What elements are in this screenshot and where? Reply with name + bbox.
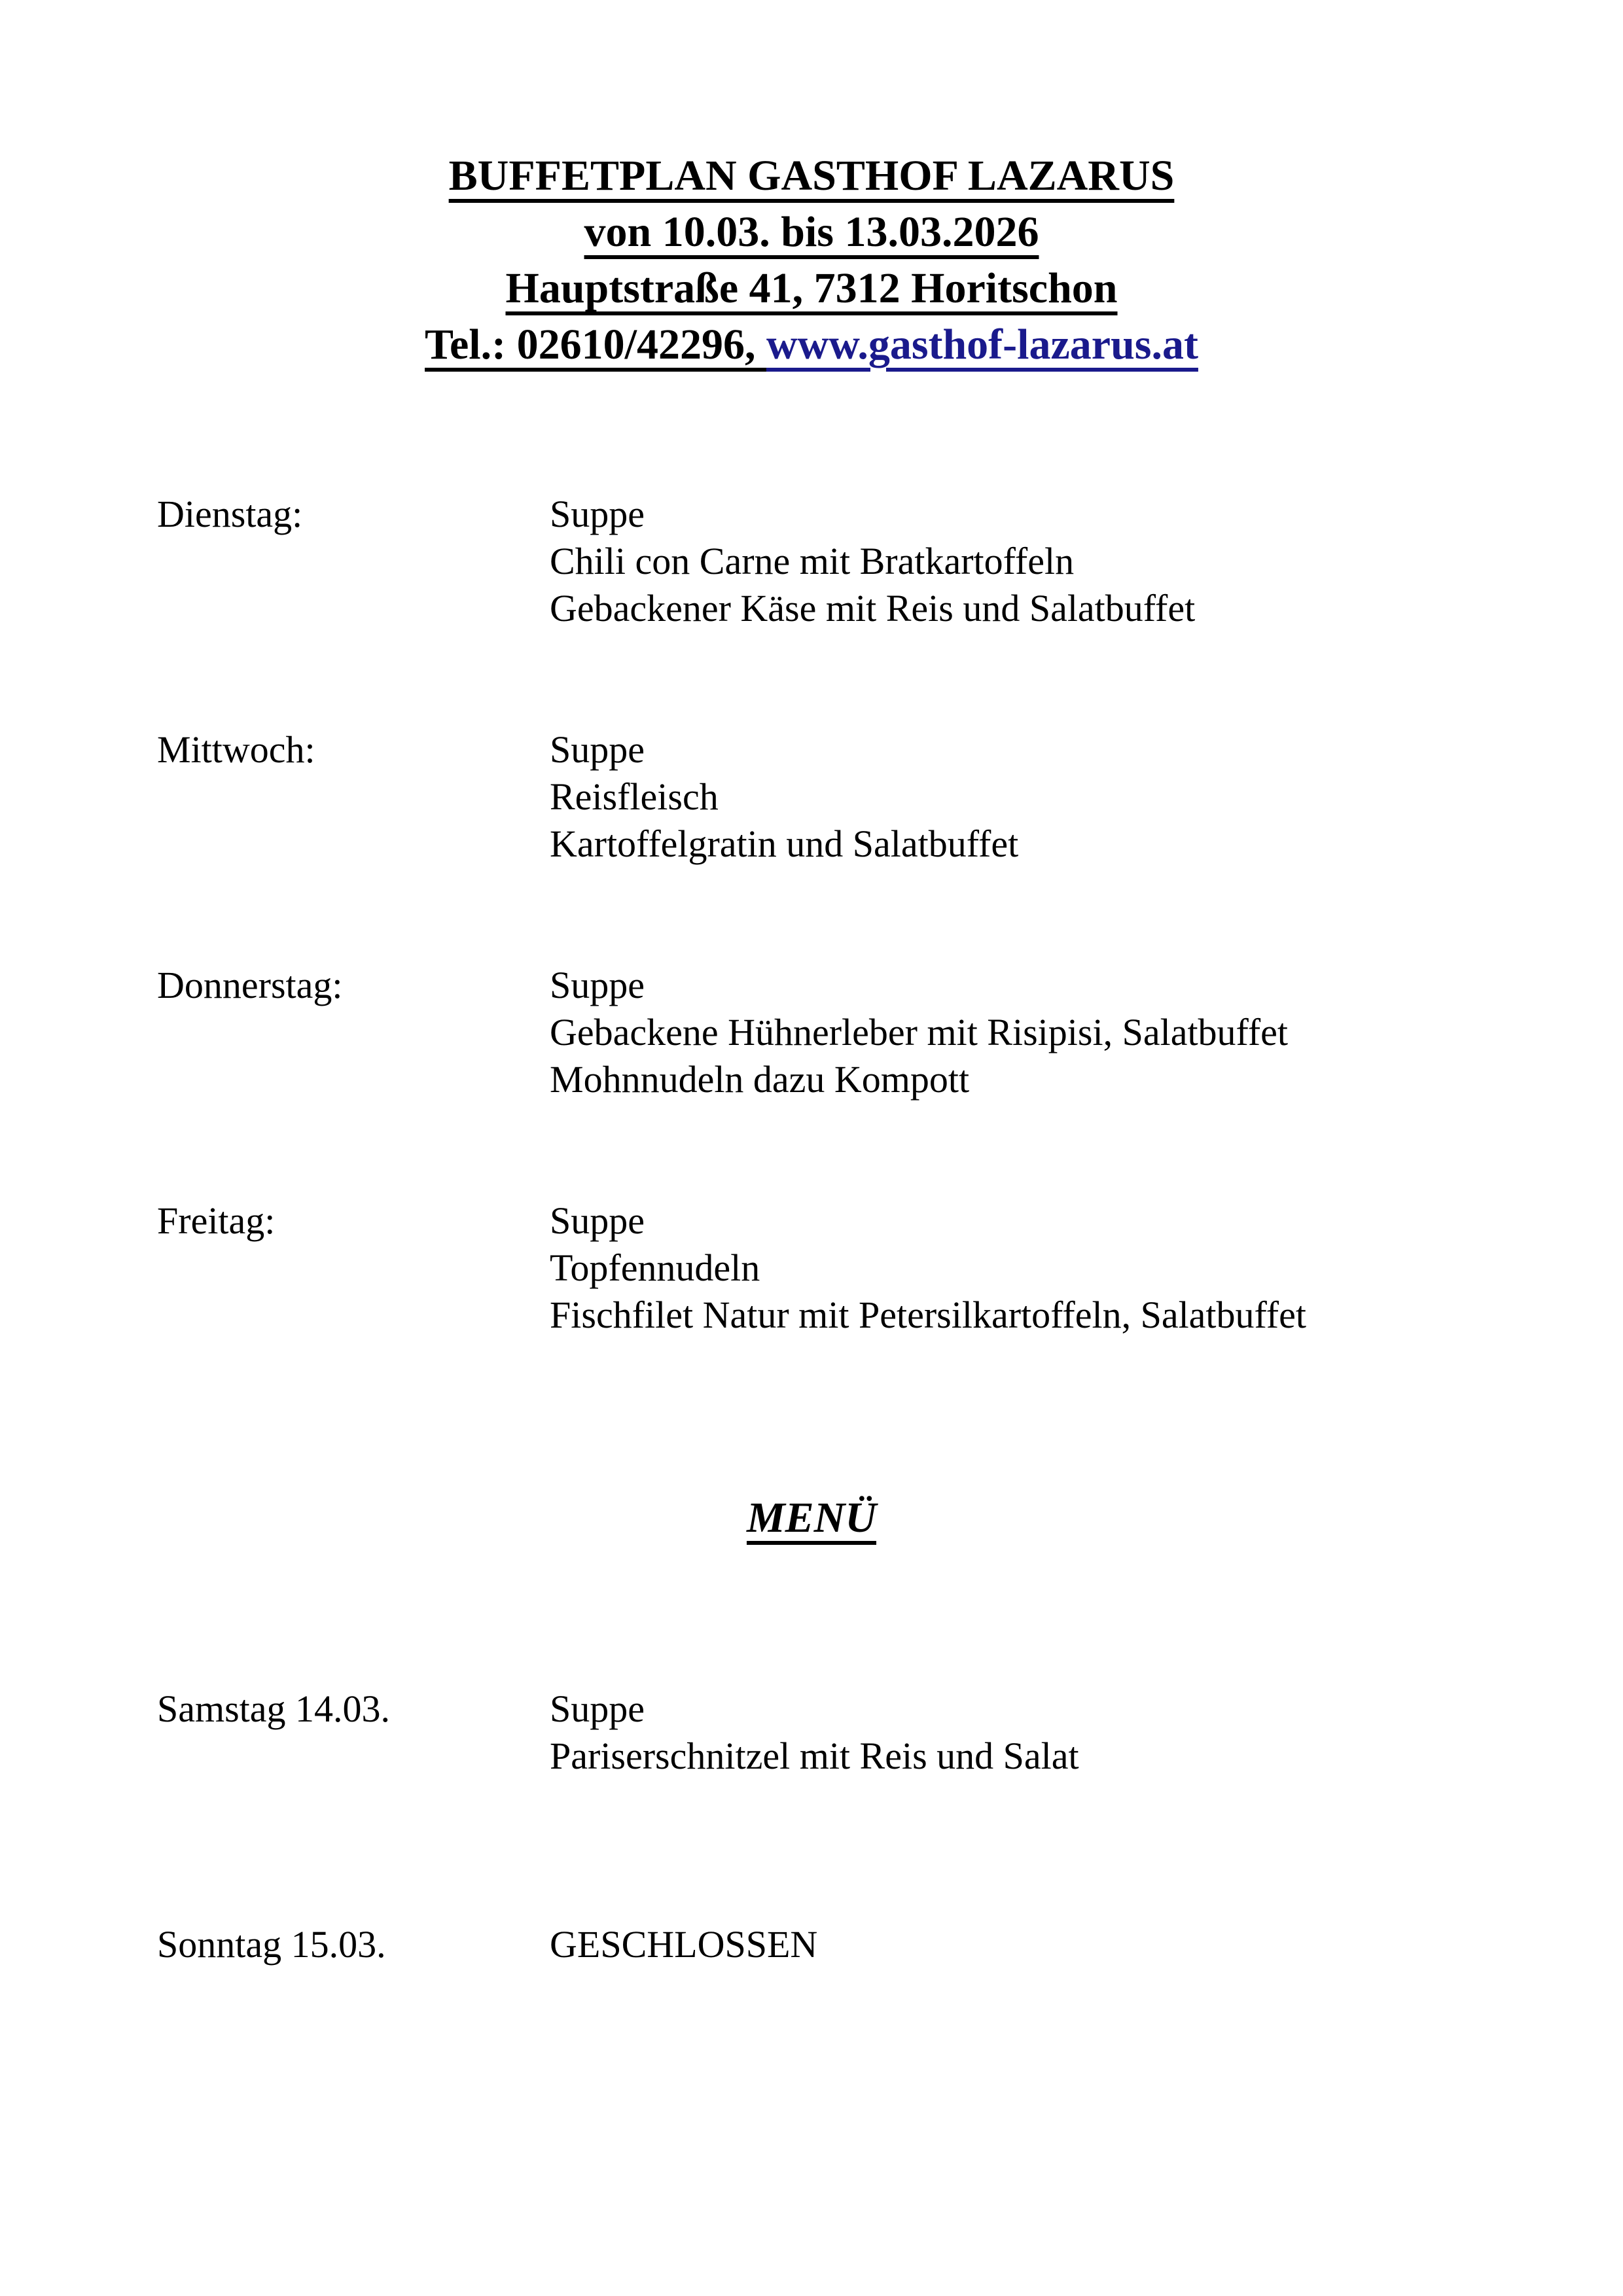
header-date-line bbox=[0, 204, 1623, 260]
menu-item: Fischfilet Natur mit Petersilkartoffeln, Salatbuffet bbox=[550, 1294, 1306, 1336]
menu-item: Chili con Carne mit Bratkartoffeln bbox=[550, 540, 1075, 582]
day-items bbox=[550, 1197, 1544, 1339]
menu-item: Suppe bbox=[550, 728, 645, 771]
menu-item: Kartoffelgratin und Salatbuffet bbox=[550, 822, 1019, 865]
day-section-freitag bbox=[157, 1197, 1544, 1339]
menu-item: Gebackener Käse mit Reis und Salatbuffet bbox=[550, 587, 1196, 629]
menu-item: Mohnnudeln dazu Kompott bbox=[550, 1058, 970, 1101]
day-label: Mittwoch: bbox=[157, 728, 315, 771]
day-items bbox=[550, 726, 1544, 868]
header-title-line bbox=[0, 148, 1623, 204]
header-contact-line bbox=[0, 317, 1623, 373]
menu-item: Topfennudeln bbox=[550, 1246, 760, 1289]
menu-item: Gebackene Hühnerleber mit Risipisi, Salatbuffet bbox=[550, 1011, 1288, 1053]
day-section-donnerstag bbox=[157, 962, 1544, 1103]
document-header bbox=[0, 0, 1623, 373]
header-phone: Tel.: 02610/42296, bbox=[425, 321, 766, 368]
day-label: Sonntag 15.03. bbox=[157, 1923, 386, 1966]
day-label: Samstag 14.03. bbox=[157, 1687, 391, 1730]
menu-item: GESCHLOSSEN bbox=[550, 1923, 818, 1966]
header-date-range: von 10.03. bis 13.03.2026 bbox=[584, 208, 1039, 256]
day-items bbox=[550, 1921, 1544, 1968]
header-title: BUFFETPLAN GASTHOF LAZARUS bbox=[448, 152, 1175, 200]
header-address-line bbox=[0, 260, 1623, 317]
day-label: Freitag: bbox=[157, 1199, 276, 1242]
menu-item: Pariserschnitzel mit Reis und Salat bbox=[550, 1735, 1079, 1777]
day-items bbox=[550, 491, 1544, 632]
website-link[interactable]: www.gasthof-lazarus.at bbox=[766, 321, 1198, 368]
menu-item: Suppe bbox=[550, 493, 645, 535]
header-address: Hauptstraße 41, 7312 Horitschon bbox=[505, 264, 1118, 312]
day-items bbox=[550, 1686, 1544, 1780]
menu-item: Reisfleisch bbox=[550, 775, 719, 818]
day-section-mittwoch bbox=[157, 726, 1544, 868]
menu-item: Suppe bbox=[550, 1199, 645, 1242]
day-section-sonntag bbox=[157, 1921, 1544, 1968]
menu-item: Suppe bbox=[550, 1687, 645, 1730]
menu-heading-line bbox=[0, 1490, 1623, 1546]
day-label: Donnerstag: bbox=[157, 964, 343, 1006]
menu-item: Suppe bbox=[550, 964, 645, 1006]
day-section-dienstag bbox=[157, 491, 1544, 632]
menu-heading: MENÜ bbox=[746, 1494, 877, 1542]
day-label: Dienstag: bbox=[157, 493, 303, 535]
day-section-samstag bbox=[157, 1686, 1544, 1780]
day-items bbox=[550, 962, 1544, 1103]
